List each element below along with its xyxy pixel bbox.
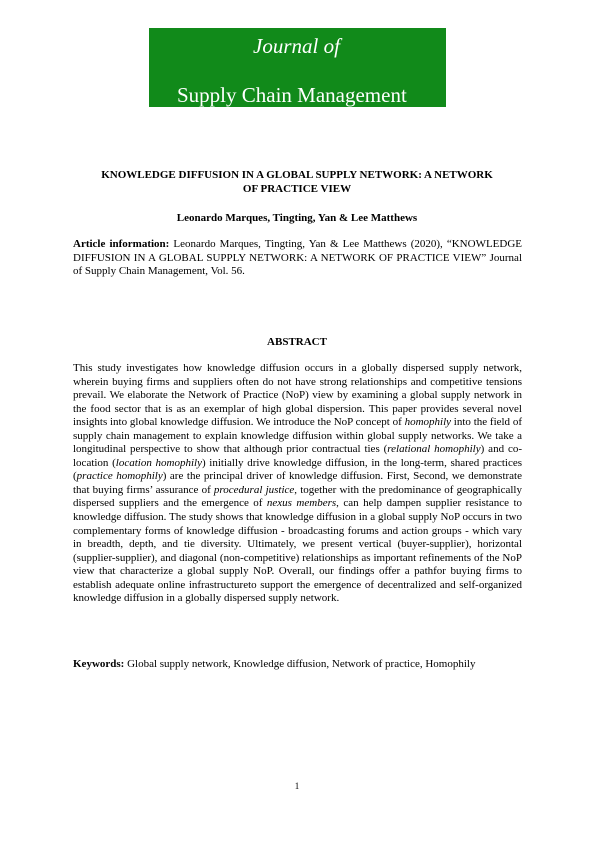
paper-title bbox=[72, 169, 522, 196]
journal-name-line2: Supply Chain Management bbox=[177, 83, 407, 107]
journal-name-line1: Journal of bbox=[253, 34, 340, 58]
keywords bbox=[73, 658, 522, 672]
paper-authors: Leonardo Marques, Tingting, Yan & Lee Matthews bbox=[176, 212, 418, 224]
abstract-segment-emphasis: nexus members bbox=[266, 497, 337, 510]
abstract-segment: This study investigates how knowledge diffusion occurs in a globally dispersed supply network, wherein buying firms and suppliers often do not have strong relationships and competitive tensions prevail. We elaborate the Network of Practice (NoP) view by examining a global supply network in the food sector that is as an exemplar of high global dispersion. This paper provides several novel insights into global knowledge diffusion. We introduce the NoP concept of bbox=[73, 362, 522, 429]
page-number: 1 bbox=[294, 781, 300, 791]
abstract-segment-emphasis: practice homophily bbox=[76, 470, 163, 483]
article-information bbox=[73, 238, 522, 279]
abstract-segment-emphasis: relational homophily bbox=[387, 443, 481, 456]
abstract-segment: ) initially drive knowledge diffusion, in the long-term, shared practices ( bbox=[73, 456, 522, 483]
abstract-segment-emphasis: location homophily bbox=[115, 456, 202, 469]
article-info-label: Article information: bbox=[73, 238, 170, 250]
abstract-body bbox=[73, 362, 522, 606]
paper-title-line1: KNOWLEDGE DIFFUSION IN A GLOBAL SUPPLY NETWORK: A NETWORK bbox=[101, 169, 493, 181]
abstract-heading: ABSTRACT bbox=[267, 336, 327, 348]
journal-banner bbox=[149, 28, 446, 107]
abstract-segment: ) are the principal driver of knowledge diffusion. First, Second, we demonstrate that buying firms’ assurance of bbox=[73, 470, 522, 496]
abstract-segment: , together with the predominance of geographically dispersed suppliers and the emergence of bbox=[73, 483, 522, 510]
abstract-segment: ) and co-location ( bbox=[73, 443, 523, 469]
keywords-label: Keywords: bbox=[73, 658, 125, 670]
abstract-segment-emphasis: homophily bbox=[404, 416, 452, 429]
article-info-text: Leonardo Marques, Tingting, Yan & Lee Matthews (2020), “KNOWLEDGE DIFFUSION IN A GLOBAL SUPPLY NETWORK: A NETWORK OF PRACTICE VIEW” Journal of Supply Chain Management, Vol. 56. bbox=[73, 238, 522, 277]
keywords-text: Global supply network, Knowledge diffusion, Network of practice, Homophily bbox=[124, 658, 476, 670]
abstract-segment: into the field of supply chain management to explain knowledge diffusion within global supply networks. We take a longitudinal perspective to show that although prior contractual ties ( bbox=[73, 416, 522, 456]
paper-title-line2: OF PRACTICE VIEW bbox=[242, 182, 352, 195]
abstract-segment: , can help dampen supplier resistance to knowledge diffusion. The study shows that knowledge diffusion in a global supply NoP occurs in two complementary forms of knowledge diffusion - broadcasting forums and action groups - which vary in breadth, depth, and tie diversity. Ultimately, we present vertical (buyer-supplier), horizontal (supplier-supplier), and diagonal (non-competitive) relationships as important refinements of the NoP view that characterize a global supply NoP. Overall, our findings offer a pathfor buying firms to establish adequate online infrastructureto support the emergence of decentralized and self-organized knowledge diffusion in a globally dispersed supply network. bbox=[73, 497, 523, 605]
abstract-segment-emphasis: procedural justice bbox=[213, 483, 295, 496]
